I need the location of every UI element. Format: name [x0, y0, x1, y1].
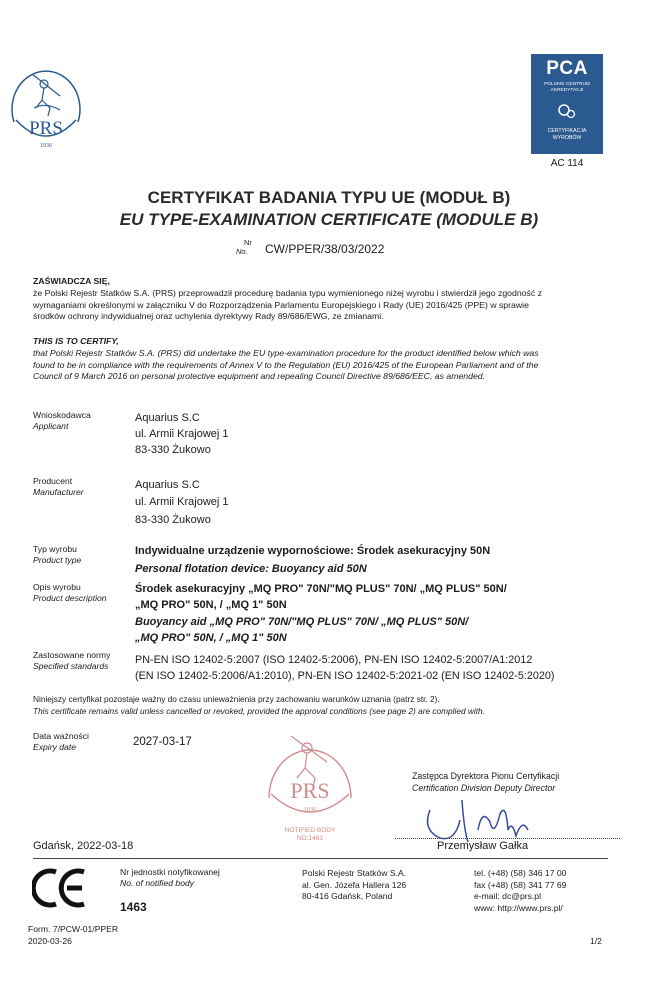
- applicant-label: [33, 410, 91, 432]
- certify-english: [33, 336, 608, 383]
- certify-en-heading: THIS IS TO CERTIFY,: [33, 336, 119, 346]
- standards-label: [33, 650, 110, 672]
- page-number: 1/2: [590, 936, 602, 946]
- product-type-value: [135, 543, 490, 577]
- title-polish: CERTYFIKAT BADANIA TYPU UE (MODUŁ B): [147, 188, 511, 207]
- pca-accreditation-logo: [531, 54, 603, 154]
- certify-pl-line: że Polski Rejestr Statków S.A. (PRS) przeprowadził procedurę badania typu wymienionego niżej wyrobu i stwierdził jego zgodność z: [33, 287, 542, 298]
- number-label-en: No.: [236, 247, 248, 256]
- manufacturer-line: ul. Armii Krajowej 1: [135, 496, 229, 508]
- product-type-label: [33, 544, 81, 566]
- product-description-en-line: „MQ PRO" 50N, / „MQ 1" 50N: [135, 631, 287, 644]
- manufacturer-label: [33, 476, 84, 498]
- expiry-label-pl: Data ważności: [33, 731, 89, 741]
- prs-contact: [474, 868, 566, 914]
- applicant-label-pl: Wnioskodawca: [33, 410, 91, 420]
- prs-logo-text: PRS: [29, 118, 63, 139]
- standards-line: (EN ISO 12402-5:2006/A1:2010), PN-EN ISO 12402-5:2021-02 (EN ISO 12402-5:2020): [135, 670, 555, 682]
- stamp-year: 1936: [303, 806, 317, 813]
- pca-cert-line-1: CERTYFIKACJA: [547, 128, 587, 134]
- standards-line: PN-EN ISO 12402-5:2007 (ISO 12402-5:2006), PN-EN ISO 12402-5:2007/A1:2012: [135, 654, 533, 666]
- prs-logo-year: 1936: [40, 143, 52, 149]
- form-code: [28, 924, 118, 947]
- standards-label-en: Specified standards: [33, 661, 109, 671]
- product-description-label-en: Product description: [33, 593, 107, 603]
- pca-line-2: AKREDYTACJI: [550, 88, 584, 93]
- address-line: al. Gen. Józefa Hallera 126: [302, 879, 407, 890]
- applicant-line: ul. Armii Krajowej 1: [135, 428, 229, 440]
- product-description-pl-line: Środek asekuracyjny „MQ PRO" 70N/"MQ PLUS" 70N/ „MQ PLUS" 50N/: [135, 583, 507, 595]
- standards-label-pl: Zastosowane normy: [33, 650, 111, 660]
- product-type-label-pl: Typ wyrobu: [33, 544, 77, 554]
- standards-value: [135, 652, 555, 684]
- validity-en: This certificate remains valid unless cancelled or revoked, provided the approval conditions (see page 2) are complied with.: [33, 705, 485, 716]
- signatory-name: Przemysław Gałka: [437, 840, 529, 852]
- signatory-role-pl: Zastępca Dyrektora Pionu Certyfikacji: [412, 771, 560, 781]
- applicant-address: [135, 410, 229, 458]
- product-type-label-en: Product type: [33, 555, 82, 565]
- notified-body-number: 1463: [120, 900, 147, 914]
- ce-mark-icon: [32, 866, 90, 910]
- notified-body-label-en: No. of notified body: [120, 878, 195, 888]
- certify-en-line: that Polski Rejestr Statków S.A. (PRS) did undertake the EU type-examination procedure for the product identified below which was: [33, 347, 539, 358]
- product-description-en-line: Buoyancy aid „MQ PRO" 70N/"MQ PLUS" 70N/ „MQ PLUS" 50N/: [135, 616, 469, 628]
- expiry-date: 2027-03-17: [133, 736, 192, 748]
- contact-fax: fax (+48) (58) 341 77 69: [474, 879, 567, 890]
- contact-tel: tel. (+48) (58) 346 17 00: [474, 868, 567, 878]
- manufacturer-label-pl: Producent: [33, 476, 73, 486]
- number-label-pl: Nr: [244, 238, 252, 247]
- form-code-value: Form. 7/PCW-01/PPER: [28, 924, 119, 934]
- form-date: 2020-03-26: [28, 935, 72, 946]
- product-description-pl-line: „MQ PRO" 50N, / „MQ 1" 50N: [135, 598, 287, 611]
- address-line: 80-416 Gdańsk, Poland: [302, 891, 393, 901]
- product-type-en: Personal flotation device: Buoyancy aid 50N: [135, 563, 367, 575]
- product-description-label-pl: Opis wyrobu: [33, 582, 81, 592]
- accreditation-code: AC 114: [550, 158, 584, 169]
- prs-address: [302, 868, 406, 903]
- contact-website[interactable]: www: http://www.prs.pl/: [474, 902, 563, 913]
- notified-body-label: [120, 867, 220, 889]
- certify-pl-heading: ZAŚWIADCZA SIĘ,: [33, 276, 110, 286]
- contact-email[interactable]: e-mail: dc@prs.pl: [474, 891, 541, 901]
- signatory-role-en: Certification Division Deputy Director: [412, 783, 556, 793]
- validity-pl: Niniejszy certyfikat pozostaje ważny do czasu unieważnienia przy zachowaniu warunków uznania (patrz str. 2).: [33, 694, 440, 704]
- number-label: [236, 238, 252, 256]
- place-date: Gdańsk, 2022-03-18: [33, 840, 134, 852]
- applicant-label-en: Applicant: [33, 421, 69, 431]
- manufacturer-line: 83-330 Żukowo: [135, 514, 211, 526]
- stamp-text: PRS: [290, 778, 330, 803]
- title-english: EU TYPE-EXAMINATION CERTIFICATE (MODULE B): [119, 210, 539, 229]
- address-line: Polski Rejestr Statków S.A.: [302, 868, 407, 878]
- manufacturer-label-en: Manufacturer: [33, 487, 84, 497]
- certify-pl-line: wymaganiami określonymi w załączniku V do Rozporządzenia Parlamentu Europejskiego i Rady (UE) 2016/425 (PPE) w sprawie: [33, 299, 529, 310]
- notified-body-label-pl: Nr jednostki notyfikowanej: [120, 867, 220, 877]
- certificate-number: CW/PPER/38/03/2022: [265, 242, 385, 256]
- applicant-line: 83-330 Żukowo: [135, 444, 211, 456]
- pca-title: PCA: [546, 58, 588, 79]
- product-description-label: [33, 582, 107, 604]
- certify-polish: [33, 276, 608, 323]
- expiry-label-en: Expiry date: [33, 742, 76, 752]
- manufacturer-address: [135, 477, 229, 528]
- certify-en-line: Council of 9 March 2016 on personal protective equipment and repealing Council Directive 89/686/EEC, as amended.: [33, 371, 486, 382]
- stamp-line-2: NO.1463: [296, 835, 324, 842]
- applicant-line: Aquarius S.C: [135, 412, 200, 424]
- prs-logo: [4, 52, 88, 156]
- pca-cert-line-2: WYROBÓW: [552, 134, 582, 141]
- expiry-label: [33, 731, 89, 753]
- stamp-line-1: NOTIFIED BODY: [284, 827, 336, 834]
- certify-en-line: found to be in compliance with the requirements of Annex V to the Regulation (EU) 2016/425 of the European Parliament and of the: [33, 359, 539, 370]
- manufacturer-line: Aquarius S.C: [135, 479, 200, 491]
- notified-body-stamp: [255, 706, 365, 854]
- pca-line-1: POLSKIE CENTRUM: [544, 82, 590, 87]
- gears-icon: [531, 102, 603, 125]
- certify-pl-line: środków ochrony indywidualnej oraz uchylenia dyrektywy Rady 89/686/EWG, ze zmianami.: [33, 311, 384, 322]
- product-description-value: [135, 582, 507, 646]
- product-type-pl: Indywidualne urządzenie wypornościowe: Środek asekuracyjny 50N: [135, 545, 491, 557]
